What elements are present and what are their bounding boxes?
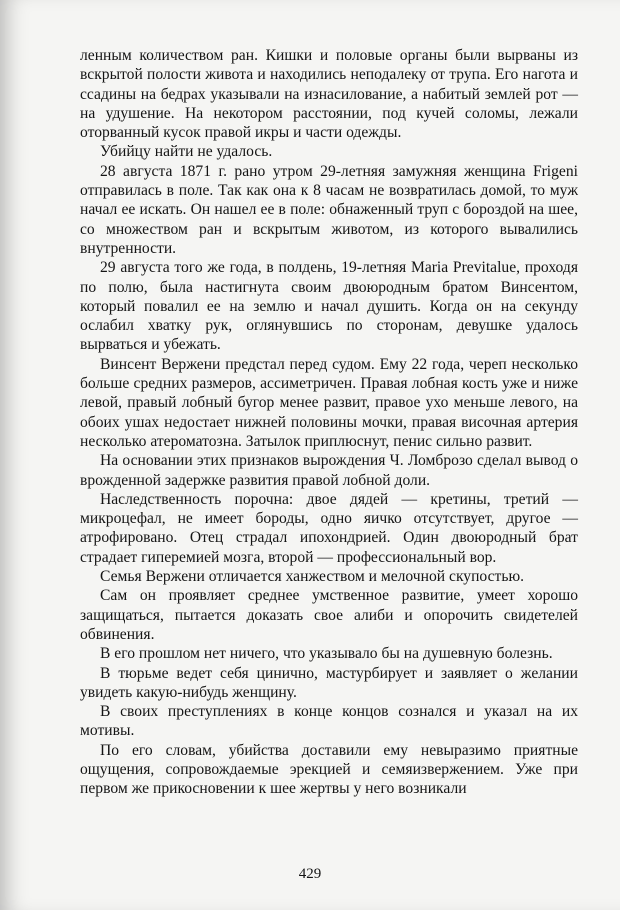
paragraph: По его словам, убийства доставили ему невыразимо приятные ощущения, сопровождаемые эрекцией и семяизвержением. Уже при первом же прикосновении к шее жертвы у него возникали [80,741,578,798]
paragraph: Убийцу найти не удалось. [100,143,273,161]
paragraph: В тюрьме ведет себя цинично, мастурбирует и заявляет о желании увидеть какую-нибудь женщину. [80,664,578,701]
paragraph: На основании этих признаков вырождения Ч. Ломброзо сделал вывод о врожденной задержке развития правой лобной доли. [80,452,578,489]
paragraph: ленным количеством ран. Кишки и половые органы были вырваны из вскрытой полости живота и находились неподалеку от трупа. Его нагота и ссадины на бедрах указывали на изнасилование, а набитый землей рот — на удушение. На некотором расстоянии, под кучей соломы, лежали оторванный кусок правой икры и части одежды. [80,47,578,142]
paragraph: В своих преступлениях в конце концов сознался и указал на их мотивы. [80,703,578,740]
paragraph: Наследственность порочна: двое дядей — кретины, третий — микроцефал, не имеет бороды, одно яичко отсутствует, другое — атрофировано. Отец страдал ипохондрией. Один двоюродный брат страдает гиперемией мозга, второй — профессиональный вор. [80,490,578,566]
paragraph: 29 августа того же года, в полдень, 19-летняя Maria Previtalue, проходя по полю, была настигнута своим двоюродным братом Винсентом, который повалил ее на землю и начал душить. Когда он на секунду ослабил хватку рук, оглянувшись по сторонам, девушке удалось вырваться и убежать. [80,259,578,354]
paragraph: Семья Вержени отличается ханжеством и мелочной скупостью. [100,568,525,586]
paragraph: Винсент Вержени предстал перед судом. Ему 22 года, череп несколько больше средних размеров, ассиметричен. Правая лобная кость уже и ниже левой, правый лобный бугор менее развит, правое ухо меньше левого, на обоих ушах недостает нижней половины мочки, правая височная артерия несколько атероматозна. Затылок приплюснут, пенис сильно развит. [80,355,578,450]
paragraph: В его прошлом нет ничего, что указывало бы на душевную болезнь. [100,645,553,663]
page-number: 429 [298,866,322,882]
body-text [80,46,578,799]
paragraph: 28 августа 1871 г. рано утром 29-летняя замужняя женщина Frigeni отправилась в поле. Так как она к 8 часам не возвратилась домой, то муж начал ее искать. Он нашел ее в поле: обнаженный труп с бороздой на шее, со множеством ран и вскрытым животом, из которого вывалились внутренности. [80,162,578,257]
paragraph: Сам он проявляет среднее умственное развитие, умеет хорошо защищаться, пытается доказать свое алиби и опорочить свидетелей обвинения. [80,587,578,643]
